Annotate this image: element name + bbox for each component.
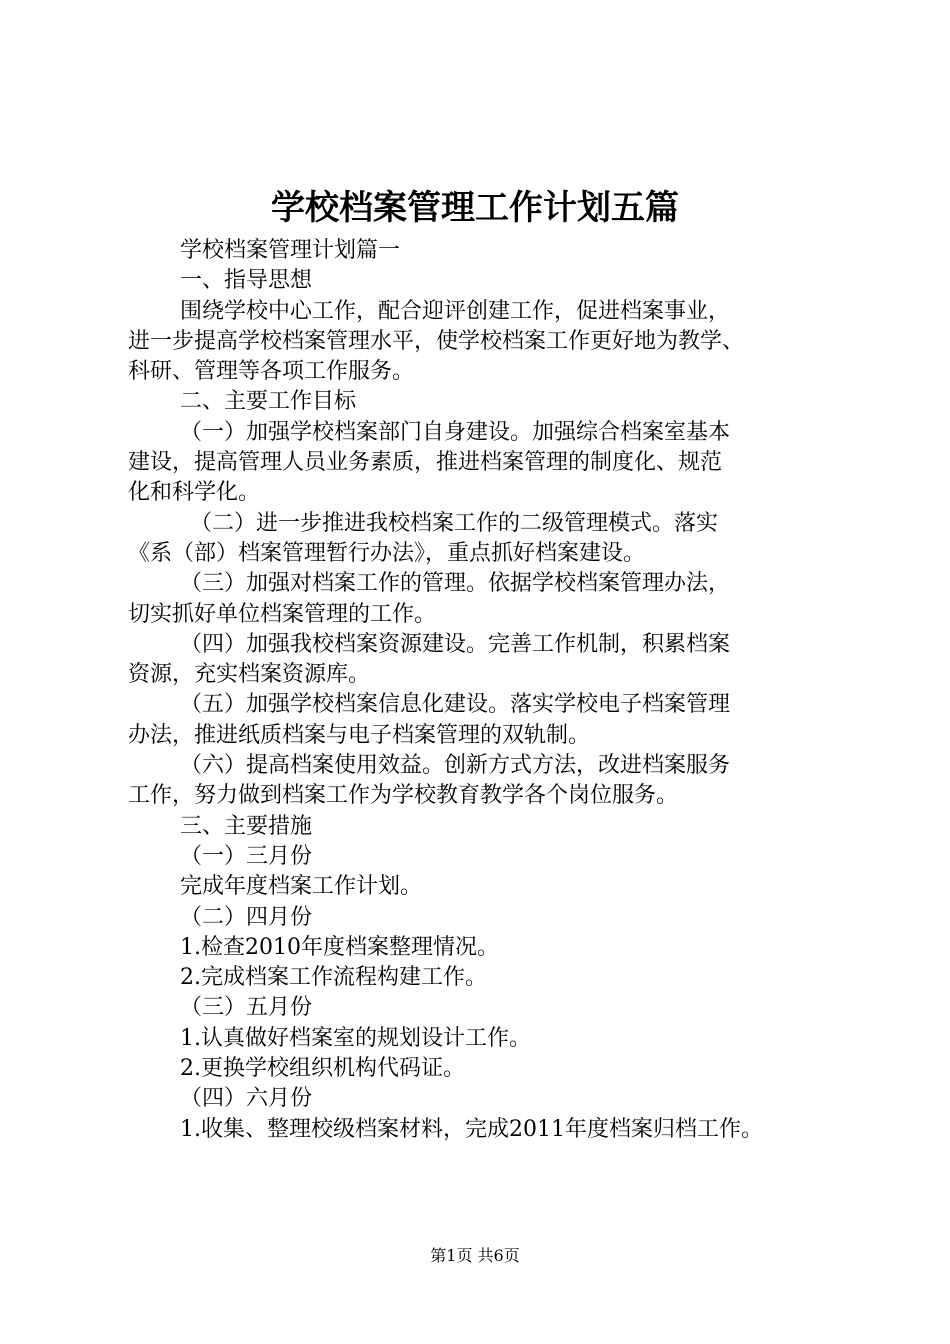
heading-main-goals: 二、主要工作目标 <box>180 389 357 415</box>
paragraph-line: （一）加强学校档案部门自身建设。加强综合档案室基本 <box>180 419 731 445</box>
paragraph-line: 《系（部）档案管理暂行办法》，重点抓好档案建设。 <box>128 540 646 566</box>
list-item: 1.收集、整理校级档案材料，完成2011年度档案归档工作。 <box>180 1116 763 1142</box>
list-item: 1.认真做好档案室的规划设计工作。 <box>180 1025 531 1051</box>
document-body <box>128 236 832 1145</box>
paragraph-line: 进一步提高学校档案管理水平，使学校档案工作更好地为教学、 <box>128 328 745 354</box>
paragraph-line: 科研、管理等各项工作服务。 <box>128 359 415 385</box>
paragraph-line: 工作，努力做到档案工作为学校教育教学各个岗位服务。 <box>128 783 679 809</box>
subheading-april: （二）四月份 <box>180 904 313 930</box>
paragraph-line: 建设，提高管理人员业务素质，推进档案管理的制度化、规范 <box>128 450 723 476</box>
paragraph-line: （六）提高档案使用效益。创新方式方法，改进档案服务 <box>180 753 731 779</box>
heading-main-measures: 三、主要措施 <box>180 813 313 839</box>
paragraph-line: 围绕学校中心工作，配合迎评创建工作，促进档案事业， <box>180 298 731 324</box>
section-heading: 学校档案管理计划篇一 <box>180 238 401 263</box>
paragraph-line: （四）加强我校档案资源建设。完善工作机制，积累档案 <box>180 631 731 657</box>
list-item: 1.检查2010年度档案整理情况。 <box>180 934 499 960</box>
paragraph-line: 资源，充实档案资源库。 <box>128 662 371 688</box>
list-item: 2.更换学校组织机构代码证。 <box>180 1056 465 1082</box>
paragraph-line: 切实抓好单位档案管理的工作。 <box>128 601 437 627</box>
list-item: 完成年度档案工作计划。 <box>180 874 423 900</box>
subheading-june: （四）六月份 <box>180 1086 313 1112</box>
paragraph-line: 化和科学化。 <box>128 480 261 506</box>
subheading-march: （一）三月份 <box>180 843 313 869</box>
heading-guiding-ideology: 一、指导思想 <box>180 268 313 294</box>
list-item: 2.完成档案工作流程构建工作。 <box>180 965 487 991</box>
paragraph-line: 办法，推进纸质档案与电子档案管理的双轨制。 <box>128 722 591 748</box>
paragraph-line: （五）加强学校档案信息化建设。落实学校电子档案管理 <box>180 692 731 718</box>
document-title: 学校档案管理工作计划五篇 <box>271 188 679 228</box>
paragraph-line: （三）加强对档案工作的管理。依据学校档案管理办法， <box>180 571 731 597</box>
page-number-footer: 第1页 共6页 <box>430 1246 520 1265</box>
paragraph-line: （二）进一步推进我校档案工作的二级管理模式。落实 <box>190 510 719 536</box>
subheading-may: （三）五月份 <box>180 995 313 1021</box>
